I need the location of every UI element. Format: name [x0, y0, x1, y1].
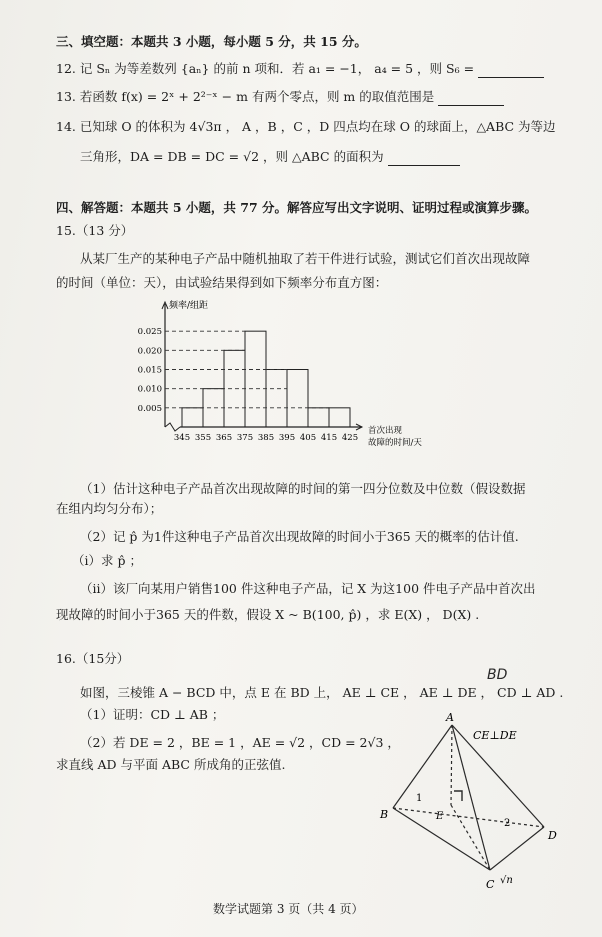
tetrahedron-figure — [370, 705, 600, 900]
question-15-part1-line1: （1）估计这种电子产品首次出现故障的时间的第一四分位数及中位数（假设数据 — [80, 481, 526, 496]
question-15-text2: 的时间（单位：天），由试验结果得到如下频率分布直方图： — [56, 275, 388, 290]
section3-heading: 三、填空题：本题共 3 小题，每小题 5 分，共 15 分。 — [56, 34, 367, 49]
section4-heading: 四、解答题：本题共 5 小题，共 77 分。解答应写出文字说明、证明过程或演算步骤。 — [56, 200, 538, 215]
handwritten-bd-note: BD — [487, 667, 508, 683]
y-tick-label: 0.015 — [137, 365, 162, 376]
segment-ce — [451, 805, 490, 870]
segment-be-length: 1 — [416, 793, 423, 804]
question-15-part2: （2）记 p̂ 为1件这种电子产品首次出现故障的时间小于365 天的概率的估计值. — [80, 529, 519, 544]
question-15-part2-ii-line1: （ⅱ）该厂向某用户销售100 件这种电子产品，记 X 为这100 件电子产品中首次出 — [80, 581, 536, 596]
x-tick-label: 345 — [173, 433, 191, 443]
edge-cd — [490, 827, 544, 870]
frequency-histogram — [120, 292, 520, 482]
histogram-bar — [245, 331, 266, 427]
x-tick-label: 415 — [320, 433, 338, 443]
histogram-bar — [308, 408, 329, 427]
x-tick-label: 355 — [194, 433, 212, 443]
histogram-bar — [224, 350, 245, 427]
histogram-bar — [329, 408, 350, 427]
y-tick-label: 0.010 — [137, 384, 162, 395]
x-tick-label: 375 — [236, 433, 254, 443]
edge-ab — [393, 725, 452, 808]
histogram-bar — [182, 408, 203, 427]
vertex-a-label: A — [446, 711, 454, 724]
question-15-text1: 从某厂生产的某种电子产品中随机抽取了若干件进行试验，测试它们首次出现故障 — [80, 251, 531, 266]
x-axis-title: 首次出现 — [368, 426, 403, 436]
y-tick-label: 0.020 — [137, 346, 162, 357]
x-tick-label: 385 — [257, 433, 275, 443]
histogram-bar — [287, 370, 308, 428]
histogram-bar — [266, 370, 287, 428]
right-angle-mark — [454, 791, 462, 801]
question-14-line1: 14. 已知球 O 的体积为 4√3π ， A ，B ，C ，D 四点均在球 O 的球面上，△ABC 为等边 — [56, 119, 556, 134]
histogram-bar — [203, 389, 224, 427]
x-tick-label: 405 — [299, 433, 317, 443]
point-e-label: E — [436, 811, 444, 822]
question-12-text: 12. 记 Sₙ 为等差数列 {aₙ} 的前 n 项和．若 a₁ = −1， a₄ = 5 ，则 S₆ = — [56, 61, 475, 76]
page-footer: 数学试题第 3 页（共 4 页） — [213, 902, 364, 916]
question-15-part1-line2: 在组内均匀分布）； — [56, 501, 163, 516]
segment-ae — [451, 725, 452, 805]
question-15-number: 15.（13 分） — [56, 223, 134, 238]
question-16-number: 16.（15分） — [56, 651, 130, 666]
vertex-b-label: B — [380, 808, 389, 821]
y-axis-title: 频率/组距 — [169, 301, 209, 311]
handwritten-ce-note: CE⊥DE — [473, 729, 517, 742]
x-tick-label: 425 — [341, 433, 359, 443]
vertex-c-label: C — [486, 878, 495, 891]
axis-break-mark — [165, 423, 180, 431]
edge-bd — [393, 808, 544, 827]
answer-blank-14 — [388, 151, 460, 166]
question-14-text: 三角形，DA = DB = DC = √2 ，则 △ABC 的面积为 — [80, 149, 384, 164]
y-tick-label: 0.025 — [137, 327, 162, 338]
answer-blank-13 — [438, 91, 504, 106]
question-12 — [56, 60, 544, 78]
question-16-text1: 如图，三棱锥 A − BCD 中，点 E 在 BD 上， AE ⊥ CE ， AE ⊥ DE ， CD ⊥ AD . — [80, 685, 564, 700]
question-16-part1: （1）证明：CD ⊥ AB ； — [80, 707, 225, 722]
question-16-part2-line1: （2）若 DE = 2 ，BE = 1 ，AE = √2 ，CD = 2√3 ， — [80, 735, 400, 750]
x-axis-title: 故障的时间/天 — [368, 438, 422, 448]
segment-de-length: 2 — [504, 818, 511, 829]
answer-blank-12 — [478, 63, 544, 78]
y-tick-label: 0.005 — [137, 403, 162, 414]
question-13 — [56, 88, 504, 106]
question-14-line2 — [80, 148, 460, 166]
x-tick-label: 395 — [278, 433, 296, 443]
handwritten-note-near-d: √n — [500, 875, 513, 886]
question-16-part2-line2: 求直线 AD 与平面 ABC 所成角的正弦值. — [56, 757, 286, 772]
question-15-part2-i: （ⅰ）求 p̂ ； — [72, 553, 142, 568]
vertex-d-label: D — [548, 829, 557, 842]
question-15-part2-ii-line2: 现故障的时间小于365 天的件数，假设 X ~ B(100, p̂) ，求 E(X) ， D(X) . — [56, 607, 480, 622]
x-tick-label: 365 — [215, 433, 233, 443]
question-13-text: 13. 若函数 f(x) = 2ˣ + 2²⁻ˣ − m 有两个零点，则 m 的取值范围是 — [56, 89, 435, 104]
